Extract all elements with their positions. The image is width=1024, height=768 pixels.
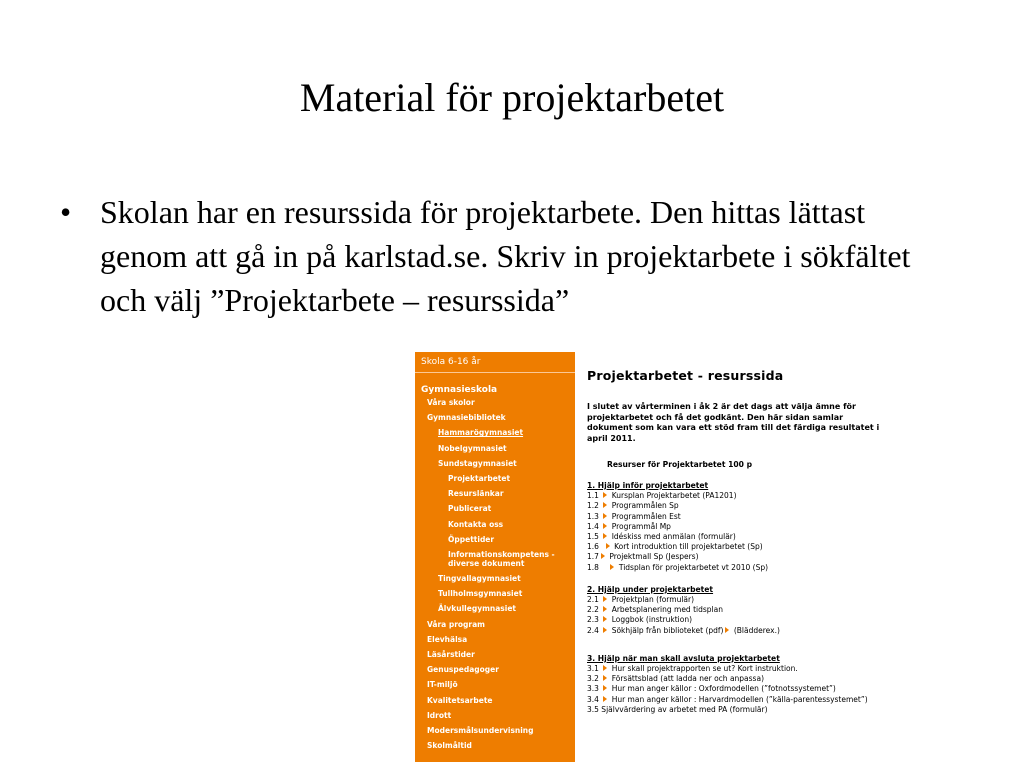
resource-link-text: Programmålen Sp xyxy=(609,501,679,511)
arrow-icon xyxy=(606,543,610,549)
sidebar-top-link[interactable]: Skola 6-16 år xyxy=(415,352,575,373)
resource-groups xyxy=(587,481,882,715)
sidebar-item[interactable]: Tullholmsgymnasiet xyxy=(438,589,523,599)
resource-link-text: 2.1 xyxy=(587,595,602,605)
sidebar-item[interactable]: Kvalitetsarbete xyxy=(427,695,493,705)
resource-link-text: 2.4 xyxy=(587,625,602,635)
sidebar-item[interactable]: Läsårstider xyxy=(427,650,475,660)
sidebar-item[interactable]: Modersmålsundervisning xyxy=(427,726,534,736)
resource-link[interactable] xyxy=(587,501,882,511)
resource-link[interactable] xyxy=(587,664,882,674)
website-screenshot xyxy=(415,352,885,762)
resource-link[interactable] xyxy=(587,674,882,684)
bullet-icon: • xyxy=(60,194,72,230)
sidebar-item[interactable]: Informationskompetens - diverse dokument xyxy=(448,550,555,569)
sidebar-item[interactable]: Öppettider xyxy=(448,534,495,544)
resource-link-text: 1.5 xyxy=(587,532,602,542)
resource-group xyxy=(587,481,882,573)
slide-title: Material för projektarbetet xyxy=(299,75,725,120)
sidebar-item[interactable]: Elevhälsa xyxy=(427,634,468,644)
arrow-icon xyxy=(603,616,607,622)
resource-link-text: Programmålen Est xyxy=(609,511,681,521)
intro-text: I slutet av vårterminen i åk 2 är det dags att välja ämne för projektarbetet och få det godkänt. Den här sidan samlar dokument som kan vara ett stöd fram till det färdiga resultatet i april 2011. xyxy=(587,402,880,443)
sidebar-item[interactable]: Våra program xyxy=(427,619,485,629)
sidebar-item[interactable]: Nobelgymnasiet xyxy=(438,443,507,453)
resource-link-text: 3.3 xyxy=(587,684,602,694)
arrow-icon xyxy=(603,675,607,681)
resource-link-text: 3.5 Självvärdering av arbetet med PA (formulär) xyxy=(587,704,768,714)
group-title: 3. Hjälp när man skall avsluta projektarbetet xyxy=(587,653,780,663)
arrow-icon xyxy=(603,665,607,671)
sidebar-section-title[interactable]: Gymnasieskola xyxy=(421,385,498,395)
resource-link-text: (Blädderex.) xyxy=(731,625,780,635)
sidebar-items xyxy=(415,395,575,753)
resource-link[interactable] xyxy=(587,615,882,625)
resource-link[interactable] xyxy=(587,684,882,694)
arrow-icon xyxy=(603,492,607,498)
resource-link-text: Arbetsplanering med tidsplan xyxy=(609,605,723,615)
resource-link[interactable] xyxy=(587,605,882,615)
resource-link-text: 2.2 xyxy=(587,605,602,615)
page-heading: Projektarbetet - resurssida xyxy=(587,368,784,383)
resource-link-text: 1.3 xyxy=(587,511,602,521)
resource-link-text: Projektplan (formulär) xyxy=(609,595,695,605)
resource-link[interactable] xyxy=(587,552,882,562)
sidebar-item[interactable]: Hammarögymnasiet xyxy=(438,428,524,438)
resource-link-text: Kort introduktion till projektarbetet (Sp) xyxy=(611,542,763,552)
sidebar-item[interactable]: Resurslänkar xyxy=(448,489,504,499)
arrow-icon xyxy=(603,533,607,539)
arrow-icon xyxy=(610,564,614,570)
resource-link-text: Programmål Mp xyxy=(609,521,671,531)
resource-link[interactable] xyxy=(587,542,882,552)
main-content xyxy=(587,368,882,715)
resource-link[interactable] xyxy=(587,595,882,605)
resources-heading: Resurser för Projektarbetet 100 p xyxy=(607,460,753,469)
arrow-icon xyxy=(603,513,607,519)
resource-link-text: 1.6 xyxy=(587,542,604,552)
resource-link-text: Kursplan Projektarbetet (PA1201) xyxy=(609,491,737,501)
resource-link-text: Hur man anger källor : Harvardmodellen (”källa-parentessystemet”) xyxy=(609,694,868,704)
group-title: 1. Hjälp inför projektarbetet xyxy=(587,481,709,490)
resource-link-text: 2.3 xyxy=(587,615,602,625)
resource-link-text: 1.4 xyxy=(587,521,602,531)
group-title: 2. Hjälp under projektarbetet xyxy=(587,584,714,594)
sidebar-item[interactable]: Sundstagymnasiet xyxy=(438,458,517,468)
resource-link-text: Hur man anger källor : Oxfordmodellen (”fotnotssystemet”) xyxy=(609,684,836,694)
arrow-icon xyxy=(603,606,607,612)
resource-link-text: 1.2 xyxy=(587,501,602,511)
resource-link-text: Idéskiss med anmälan (formulär) xyxy=(609,532,736,542)
resource-link[interactable] xyxy=(587,626,882,636)
arrow-icon xyxy=(603,627,607,633)
sidebar-item[interactable]: Genuspedagoger xyxy=(427,665,499,675)
resource-link-text: 1.1 xyxy=(587,491,602,501)
arrow-icon xyxy=(601,553,605,559)
sidebar-item[interactable]: Idrott xyxy=(427,710,452,720)
resource-link-text: Hur skall projektrapporten se ut? Kort instruktion. xyxy=(609,664,798,674)
resource-link[interactable] xyxy=(587,491,882,501)
sidebar-nav xyxy=(415,352,575,762)
resource-link[interactable] xyxy=(587,705,882,715)
resource-link-text: 3.4 xyxy=(587,694,602,704)
arrow-icon xyxy=(725,627,729,633)
resource-link[interactable] xyxy=(587,695,882,705)
bullet-text: Skolan har en resurssida för projektarbete. Den hittas lättast genom att gå in på karlstad.se. Skriv in projektarbete i sökfältet och välj ”Projektarbete – resurssida” xyxy=(100,194,911,318)
resource-link-text: 3.2 xyxy=(587,674,602,684)
resource-link-text: Försättsblad (att ladda ner och anpassa) xyxy=(609,674,764,684)
sidebar-item[interactable]: Publicerat xyxy=(448,504,492,514)
resource-link-text: 3.1 xyxy=(587,664,602,674)
arrow-icon xyxy=(603,696,607,702)
resource-link-text: 1.8 xyxy=(587,562,609,572)
resource-link-text: 1.7 xyxy=(587,552,599,562)
sidebar-item[interactable]: Projektarbetet xyxy=(448,474,511,484)
resource-link-text: Loggbok (instruktion) xyxy=(609,615,693,625)
sidebar-item[interactable]: Gymnasiebibliotek xyxy=(427,413,506,423)
sidebar-item[interactable]: Tingvallagymnasiet xyxy=(438,574,521,584)
resource-link-text: Sökhjälp från biblioteket (pdf) xyxy=(609,625,724,635)
arrow-icon xyxy=(603,685,607,691)
resource-link[interactable] xyxy=(587,512,882,522)
sidebar-item[interactable]: Våra skolor xyxy=(427,398,475,407)
resource-link[interactable] xyxy=(587,563,882,573)
arrow-icon xyxy=(603,596,607,602)
sidebar-item[interactable]: Skolmåltid xyxy=(427,741,472,751)
resource-group xyxy=(587,654,882,715)
resource-link[interactable] xyxy=(587,532,882,542)
sidebar-item[interactable]: Kontakta oss xyxy=(448,519,504,529)
sidebar-item[interactable]: IT-miljö xyxy=(427,680,458,690)
arrow-icon xyxy=(603,523,607,529)
resource-group xyxy=(587,585,882,636)
sidebar-item[interactable]: Älvkullegymnasiet xyxy=(438,604,516,614)
arrow-icon xyxy=(603,502,607,508)
resource-link[interactable] xyxy=(587,522,882,532)
resource-link-text: Projektmall Sp (Jespers) xyxy=(606,552,699,562)
resource-link-text: Tidsplan för projektarbetet vt 2010 (Sp) xyxy=(616,562,769,572)
